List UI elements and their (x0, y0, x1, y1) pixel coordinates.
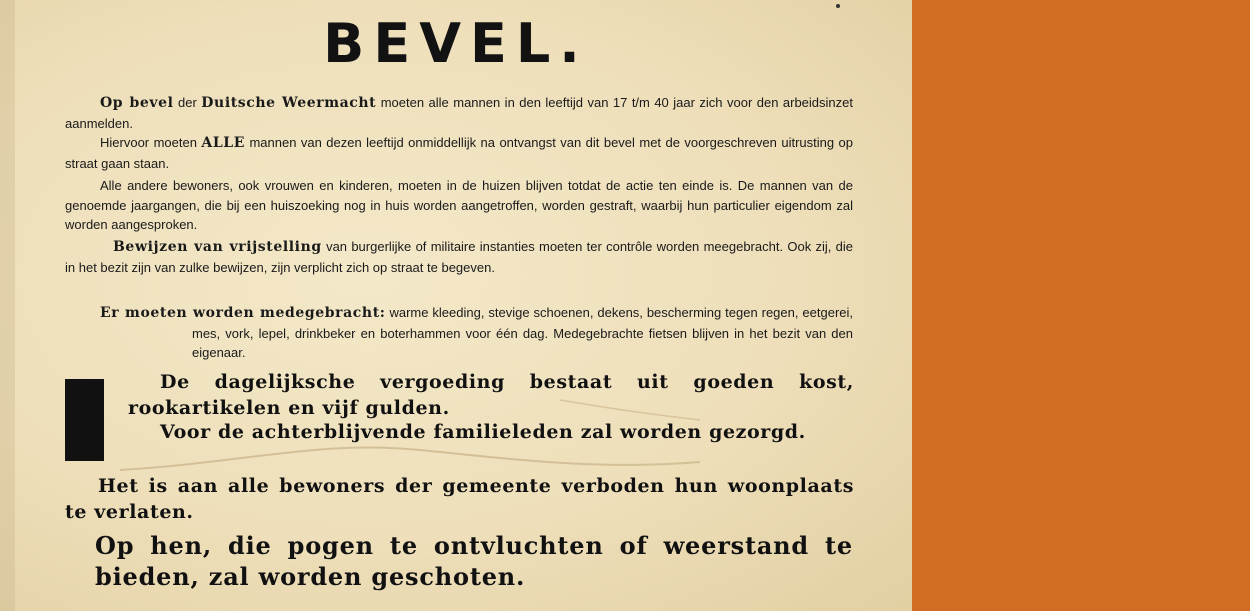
p1-text-2: moeten alle mannen in den leeftijd van 17 t/m 40 jaar zich voor den arbeidsinzet aanmelden. (65, 95, 853, 131)
p5-bold: Er moeten worden medegebracht: (100, 305, 386, 321)
paragraph-4 (65, 237, 853, 277)
p2-text-1: Hiervoor moeten (100, 135, 202, 150)
paragraph-1 (65, 93, 853, 133)
p1-bold-2: Duitsche Weermacht (201, 95, 377, 111)
paragraph-5 (100, 303, 853, 363)
paragraph-6: De dagelijksche vergoeding bestaat uit goeden kost, rookartikelen en vijf gulden. (128, 371, 854, 419)
orange-panel (912, 0, 1250, 611)
poster-title: BEVEL. (323, 12, 589, 75)
paragraph-2 (65, 133, 853, 173)
p1-bold: Op bevel (100, 95, 174, 111)
p1-text-1: der (173, 95, 202, 110)
p4-bold: Bewijzen van vrijstelling (113, 239, 322, 255)
p4-text: van burgerlijke of militaire instanties moeten ter contrôle worden meegebracht. Ook zij, die in het bezit zijn van zulke bewijzen, zijn verplicht zich op straat te begeven. (65, 239, 854, 275)
paragraph-3: Alle andere bewoners, ook vrouwen en kinderen, moeten in de huizen blijven totdat de actie ten einde is. De mannen van de genoemde jaargangen, die bij een huiszoeking nog in huis worden aangetroffen, worden gestraft, waarbij hun particulier eigendom zal worden aangesproken. (65, 178, 853, 232)
paragraph-8: Het is aan alle bewoners der gemeente verboden hun woonplaats te verlaten. (65, 475, 854, 523)
black-bar (65, 379, 104, 461)
ink-dot (836, 4, 840, 8)
paragraph-7: Voor de achterblijvende familieleden zal worden gezorgd. (160, 421, 806, 443)
p2-bold: ALLE (201, 135, 246, 151)
p5-text: warme kleeding, stevige schoenen, dekens, bescherming tegen regen, eetgerei, mes, vork, lepel, drinkbeker en boterhammen voor één dag. Medegebrachte fietsen blijven in het bezit van den eigenaar. (192, 305, 853, 360)
paragraph-9: Op hen, die pogen te ontvluchten of weerstand te bieden, zal worden geschoten. (95, 531, 853, 591)
p2-text-2: mannen van dezen leeftijd onmiddellijk na ontvangst van dit bevel met de voorgeschreven uitrusting op straat gaan staan. (65, 135, 853, 171)
